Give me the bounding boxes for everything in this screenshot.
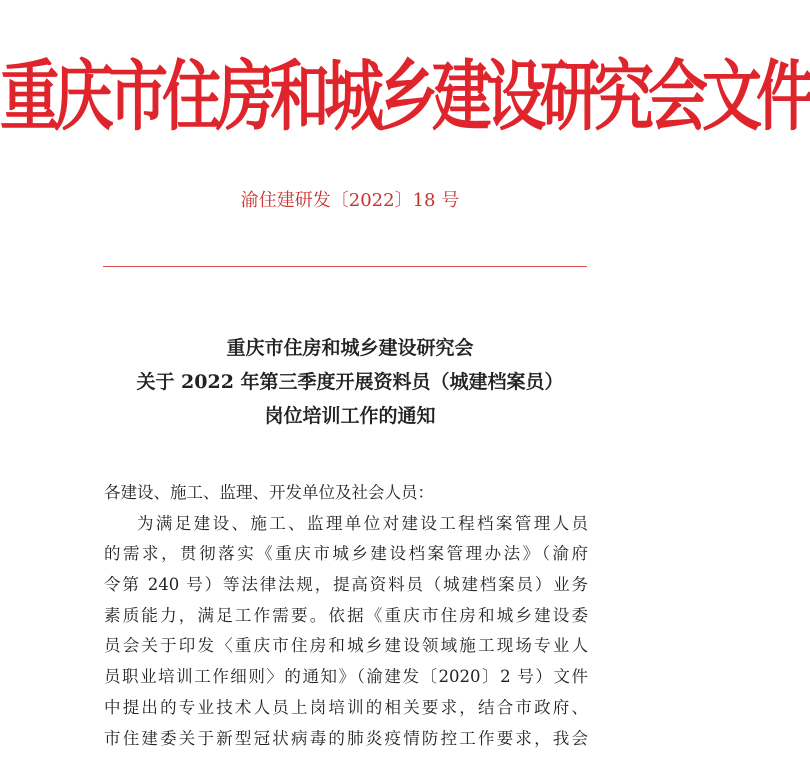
body-line-7: 中提出的专业技术人员上岗培训的相关要求，结合市政府、 (104, 697, 588, 717)
notice-title-line-1: 重庆市住房和城乡建设研究会 (226, 337, 474, 359)
notice-body (104, 478, 588, 754)
notice-title-line-2: 关于 2022 年第三季度开展资料员（城建档案员） (136, 371, 564, 393)
body-line-4: 素质能力，满足工作需要。依据《重庆市住房和城乡建设委 (104, 605, 588, 625)
body-line-6: 员职业培训工作细则〉的通知》（渝建发〔2020〕2 号）文件 (104, 667, 588, 687)
body-line-3: 令第 240 号）等法律法规，提高资料员（城建档案员）业务 (104, 575, 588, 595)
notice-title (0, 331, 700, 433)
salutation: 各建设、施工、监理、开发单位及社会人员： (104, 483, 434, 502)
notice-title-line-3: 岗位培训工作的通知 (264, 405, 436, 427)
document-number: 渝住建研发〔2022〕18 号 (240, 190, 460, 211)
body-line-8: 市住建委关于新型冠状病毒的肺炎疫情防控工作要求，我会 (104, 728, 588, 748)
body-line-5: 员会关于印发〈重庆市住房和城乡建设领域施工现场专业人 (104, 636, 588, 656)
red-divider-line (103, 266, 587, 267)
org-header-title: 重庆市住房和城乡建设研究会文件 (0, 52, 810, 143)
body-line-2: 的需求，贯彻落实《重庆市城乡建设档案管理办法》（渝府 (104, 544, 588, 564)
body-line-1: 为满足建设、施工、监理单位对建设工程档案管理人员 (137, 513, 588, 533)
